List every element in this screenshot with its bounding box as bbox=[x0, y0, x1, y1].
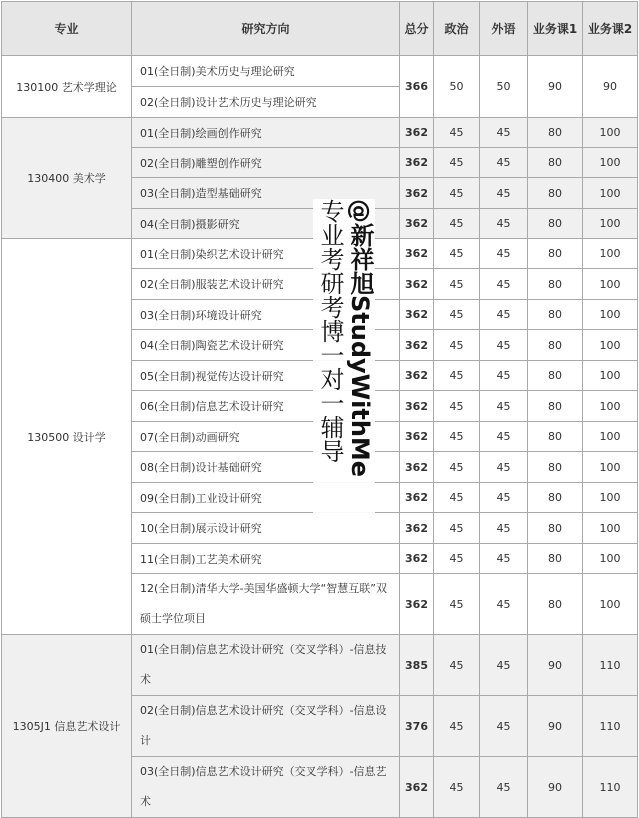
course1-cell: 80 bbox=[528, 391, 583, 422]
politics-cell: 45 bbox=[434, 635, 480, 696]
course1-cell: 80 bbox=[528, 178, 583, 209]
course2-cell: 110 bbox=[583, 757, 638, 818]
politics-cell: 45 bbox=[434, 422, 480, 452]
direction-cell: 03(全日制)信息艺术设计研究（交叉学科）-信息艺术 bbox=[132, 757, 400, 818]
foreign-cell: 45 bbox=[480, 483, 528, 513]
foreign-cell: 45 bbox=[480, 269, 528, 300]
course1-cell: 80 bbox=[528, 544, 583, 574]
total-cell: 376 bbox=[400, 696, 434, 757]
course2-cell: 100 bbox=[583, 239, 638, 269]
course2-cell: 100 bbox=[583, 178, 638, 209]
course1-cell: 80 bbox=[528, 422, 583, 452]
course2-cell: 110 bbox=[583, 696, 638, 757]
course2-cell: 100 bbox=[583, 544, 638, 574]
foreign-cell: 50 bbox=[480, 56, 528, 118]
course1-cell: 90 bbox=[528, 757, 583, 818]
foreign-cell: 45 bbox=[480, 361, 528, 391]
col-header-foreign: 外语 bbox=[480, 2, 528, 56]
politics-cell: 45 bbox=[434, 209, 480, 239]
politics-cell: 45 bbox=[434, 118, 480, 148]
foreign-cell: 45 bbox=[480, 391, 528, 422]
course2-cell: 100 bbox=[583, 574, 638, 635]
course1-cell: 80 bbox=[528, 330, 583, 361]
major-cell: 1305J1 信息艺术设计 bbox=[2, 635, 132, 818]
watermark-overlay bbox=[313, 199, 375, 517]
politics-cell: 45 bbox=[434, 239, 480, 269]
politics-cell: 45 bbox=[434, 391, 480, 422]
total-cell: 362 bbox=[400, 300, 434, 330]
course2-cell: 100 bbox=[583, 269, 638, 300]
politics-cell: 45 bbox=[434, 513, 480, 544]
direction-cell: 11(全日制)工艺美术研究 bbox=[132, 544, 400, 574]
direction-cell: 02(全日制)服装艺术设计研究 bbox=[132, 269, 400, 300]
watermark-text bbox=[313, 199, 375, 517]
politics-cell: 45 bbox=[434, 148, 480, 178]
politics-cell: 45 bbox=[434, 696, 480, 757]
course1-cell: 80 bbox=[528, 574, 583, 635]
course1-cell: 80 bbox=[528, 239, 583, 269]
col-header-course1: 业务课1 bbox=[528, 2, 583, 56]
direction-cell: 01(全日制)信息艺术设计研究（交叉学科）-信息技术 bbox=[132, 635, 400, 696]
direction-cell: 02(全日制)设计艺术历史与理论研究 bbox=[132, 87, 400, 118]
table-row bbox=[2, 56, 638, 87]
direction-cell: 08(全日制)设计基础研究 bbox=[132, 452, 400, 483]
course2-cell: 100 bbox=[583, 300, 638, 330]
politics-cell: 45 bbox=[434, 544, 480, 574]
col-header-major: 专业 bbox=[2, 2, 132, 56]
course2-cell: 100 bbox=[583, 209, 638, 239]
direction-cell: 06(全日制)信息艺术设计研究 bbox=[132, 391, 400, 422]
foreign-cell: 45 bbox=[480, 513, 528, 544]
total-cell: 362 bbox=[400, 574, 434, 635]
col-header-course2: 业务课2 bbox=[583, 2, 638, 56]
course1-cell: 80 bbox=[528, 118, 583, 148]
course1-cell: 80 bbox=[528, 361, 583, 391]
course1-cell: 80 bbox=[528, 513, 583, 544]
major-cell: 130100 艺术学理论 bbox=[2, 56, 132, 118]
direction-cell: 02(全日制)雕塑创作研究 bbox=[132, 148, 400, 178]
foreign-cell: 45 bbox=[480, 574, 528, 635]
foreign-cell: 45 bbox=[480, 696, 528, 757]
course2-cell: 110 bbox=[583, 635, 638, 696]
foreign-cell: 45 bbox=[480, 635, 528, 696]
course1-cell: 80 bbox=[528, 209, 583, 239]
total-cell: 362 bbox=[400, 513, 434, 544]
politics-cell: 45 bbox=[434, 300, 480, 330]
course2-cell: 100 bbox=[583, 452, 638, 483]
foreign-cell: 45 bbox=[480, 330, 528, 361]
foreign-cell: 45 bbox=[480, 422, 528, 452]
course1-cell: 80 bbox=[528, 269, 583, 300]
politics-cell: 45 bbox=[434, 483, 480, 513]
total-cell: 366 bbox=[400, 56, 434, 118]
direction-cell: 04(全日制)摄影研究 bbox=[132, 209, 400, 239]
direction-cell: 01(全日制)美术历史与理论研究 bbox=[132, 56, 400, 87]
total-cell: 362 bbox=[400, 239, 434, 269]
course1-cell: 90 bbox=[528, 56, 583, 118]
course2-cell: 100 bbox=[583, 422, 638, 452]
foreign-cell: 45 bbox=[480, 757, 528, 818]
total-cell: 362 bbox=[400, 330, 434, 361]
major-cell: 130500 设计学 bbox=[2, 239, 132, 635]
foreign-cell: 45 bbox=[480, 118, 528, 148]
foreign-cell: 45 bbox=[480, 544, 528, 574]
direction-cell: 03(全日制)造型基础研究 bbox=[132, 178, 400, 209]
direction-cell: 04(全日制)陶瓷艺术设计研究 bbox=[132, 330, 400, 361]
total-cell: 362 bbox=[400, 361, 434, 391]
course2-cell: 100 bbox=[583, 361, 638, 391]
course2-cell: 100 bbox=[583, 148, 638, 178]
politics-cell: 45 bbox=[434, 361, 480, 391]
total-cell: 362 bbox=[400, 209, 434, 239]
direction-cell: 05(全日制)视觉传达设计研究 bbox=[132, 361, 400, 391]
politics-cell: 45 bbox=[434, 330, 480, 361]
course1-cell: 80 bbox=[528, 483, 583, 513]
major-cell: 130400 美术学 bbox=[2, 118, 132, 239]
foreign-cell: 45 bbox=[480, 209, 528, 239]
foreign-cell: 45 bbox=[480, 452, 528, 483]
course2-cell: 100 bbox=[583, 118, 638, 148]
foreign-cell: 45 bbox=[480, 148, 528, 178]
total-cell: 362 bbox=[400, 544, 434, 574]
total-cell: 362 bbox=[400, 391, 434, 422]
direction-cell: 01(全日制)绘画创作研究 bbox=[132, 118, 400, 148]
total-cell: 362 bbox=[400, 452, 434, 483]
course2-cell: 100 bbox=[583, 483, 638, 513]
course1-cell: 80 bbox=[528, 452, 583, 483]
course1-cell: 90 bbox=[528, 696, 583, 757]
total-cell: 362 bbox=[400, 178, 434, 209]
watermark-line-2: 专业考研考博一对一辅导 bbox=[316, 199, 344, 463]
direction-cell: 09(全日制)工业设计研究 bbox=[132, 483, 400, 513]
politics-cell: 50 bbox=[434, 56, 480, 118]
total-cell: 362 bbox=[400, 422, 434, 452]
direction-cell: 03(全日制)环境设计研究 bbox=[132, 300, 400, 330]
course1-cell: 80 bbox=[528, 148, 583, 178]
total-cell: 362 bbox=[400, 757, 434, 818]
foreign-cell: 45 bbox=[480, 239, 528, 269]
col-header-direction: 研究方向 bbox=[132, 2, 400, 56]
col-header-total: 总分 bbox=[400, 2, 434, 56]
politics-cell: 45 bbox=[434, 452, 480, 483]
course2-cell: 100 bbox=[583, 513, 638, 544]
total-cell: 362 bbox=[400, 483, 434, 513]
watermark-line-1: @新祥旭StudyWithMe bbox=[346, 199, 374, 478]
total-cell: 362 bbox=[400, 118, 434, 148]
table-row bbox=[2, 635, 638, 696]
direction-cell: 10(全日制)展示设计研究 bbox=[132, 513, 400, 544]
direction-cell: 02(全日制)信息艺术设计研究（交叉学科）-信息设计 bbox=[132, 696, 400, 757]
course1-cell: 90 bbox=[528, 635, 583, 696]
politics-cell: 45 bbox=[434, 269, 480, 300]
course2-cell: 100 bbox=[583, 391, 638, 422]
total-cell: 362 bbox=[400, 269, 434, 300]
politics-cell: 45 bbox=[434, 757, 480, 818]
table-row bbox=[2, 118, 638, 148]
politics-cell: 45 bbox=[434, 574, 480, 635]
foreign-cell: 45 bbox=[480, 300, 528, 330]
total-cell: 385 bbox=[400, 635, 434, 696]
course1-cell: 80 bbox=[528, 300, 583, 330]
foreign-cell: 45 bbox=[480, 178, 528, 209]
direction-cell: 01(全日制)染织艺术设计研究 bbox=[132, 239, 400, 269]
course2-cell: 100 bbox=[583, 330, 638, 361]
direction-cell: 12(全日制)清华大学-美国华盛顿大学“智慧互联”双硕士学位项目 bbox=[132, 574, 400, 635]
course2-cell: 90 bbox=[583, 56, 638, 118]
col-header-politics: 政治 bbox=[434, 2, 480, 56]
total-cell: 362 bbox=[400, 148, 434, 178]
politics-cell: 45 bbox=[434, 178, 480, 209]
table-header-row bbox=[2, 2, 638, 56]
direction-cell: 07(全日制)动画研究 bbox=[132, 422, 400, 452]
